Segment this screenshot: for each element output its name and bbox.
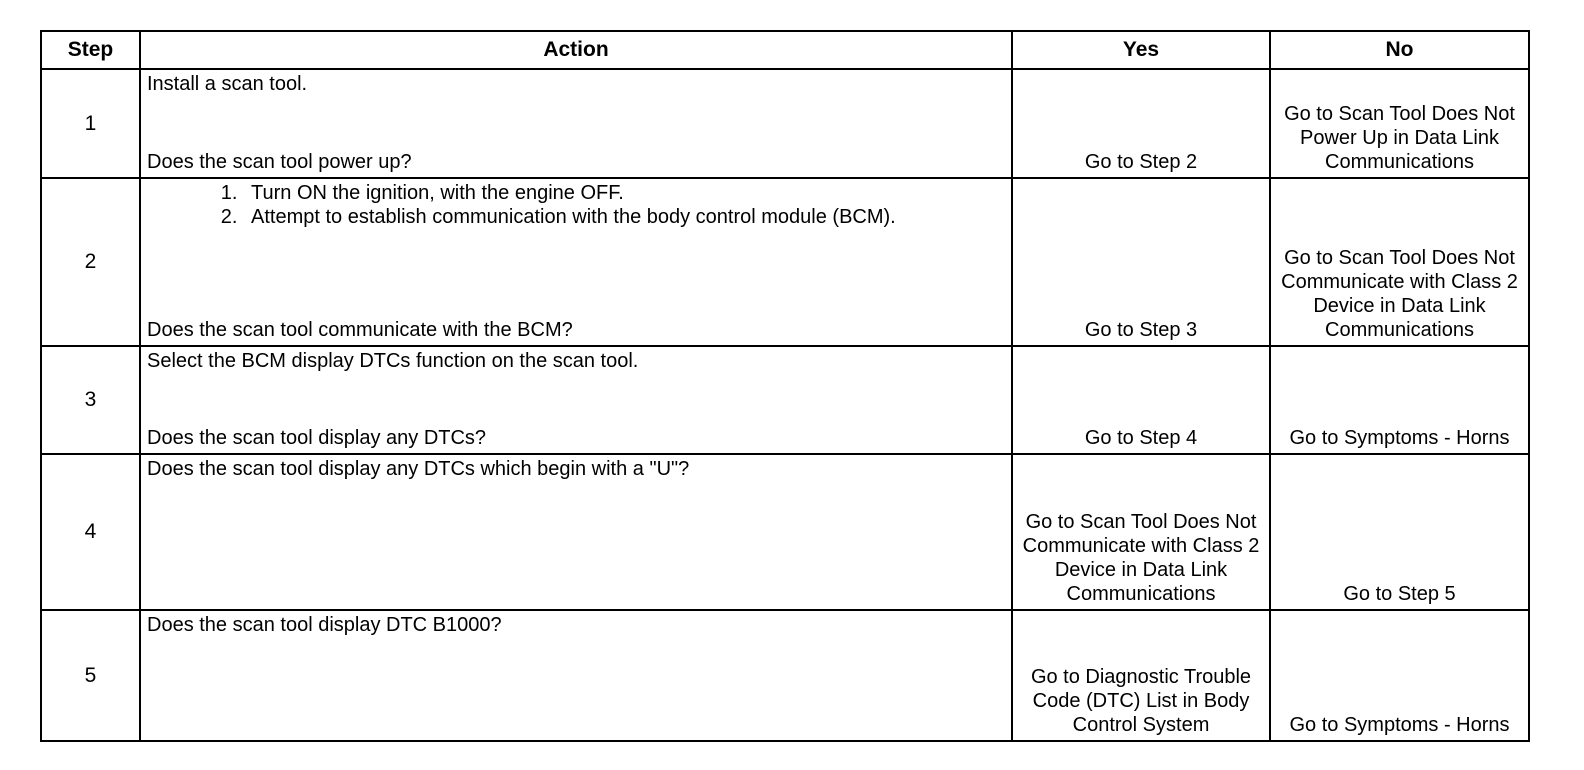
action-steps-list xyxy=(147,181,1005,229)
action-cell xyxy=(140,69,1012,178)
table-row xyxy=(41,346,1529,454)
step-number: 5 xyxy=(41,610,140,741)
header-step: Step xyxy=(41,31,140,69)
action-step-item: 1. Turn ON the ignition, with the engine OFF. xyxy=(243,181,1005,205)
action-question: Does the scan tool display DTC B1000? xyxy=(147,614,502,636)
yes-cell: Go to Step 3 xyxy=(1012,178,1270,346)
no-cell: Go to Scan Tool Does Not Communicate with Class 2 Device in Data Link Communications xyxy=(1270,178,1529,346)
header-yes: Yes xyxy=(1012,31,1270,69)
table-row xyxy=(41,454,1529,610)
action-question: Does the scan tool display any DTCs? xyxy=(147,427,487,449)
no-cell: Go to Scan Tool Does Not Power Up in Data Link Communications xyxy=(1270,69,1529,178)
action-cell xyxy=(140,610,1012,741)
step-number: 3 xyxy=(41,346,140,454)
header-no: No xyxy=(1270,31,1529,69)
action-cell xyxy=(140,346,1012,454)
action-intro: Select the BCM display DTCs function on the scan tool. xyxy=(147,350,639,372)
action-cell xyxy=(140,454,1012,610)
diagnostic-table xyxy=(40,30,1530,742)
table-row xyxy=(41,69,1529,178)
header-row xyxy=(41,31,1529,69)
yes-cell: Go to Step 4 xyxy=(1012,346,1270,454)
action-question: Does the scan tool communicate with the BCM? xyxy=(147,319,573,341)
action-question: Does the scan tool display any DTCs which begin with a "U"? xyxy=(147,458,690,480)
yes-cell: Go to Diagnostic Trouble Code (DTC) List in Body Control System xyxy=(1012,610,1270,741)
table-row xyxy=(41,610,1529,741)
no-cell: Go to Symptoms - Horns xyxy=(1270,610,1529,741)
header-action: Action xyxy=(140,31,1012,69)
table-row xyxy=(41,178,1529,346)
yes-cell: Go to Scan Tool Does Not Communicate with Class 2 Device in Data Link Communications xyxy=(1012,454,1270,610)
action-cell xyxy=(140,178,1012,346)
action-intro: Install a scan tool. xyxy=(147,73,308,95)
no-cell: Go to Step 5 xyxy=(1270,454,1529,610)
step-number: 2 xyxy=(41,178,140,346)
no-cell: Go to Symptoms - Horns xyxy=(1270,346,1529,454)
yes-cell: Go to Step 2 xyxy=(1012,69,1270,178)
step-number: 1 xyxy=(41,69,140,178)
step-number: 4 xyxy=(41,454,140,610)
action-step-item: 2. Attempt to establish communication with the body control module (BCM). xyxy=(243,205,1005,229)
action-question: Does the scan tool power up? xyxy=(147,151,412,173)
